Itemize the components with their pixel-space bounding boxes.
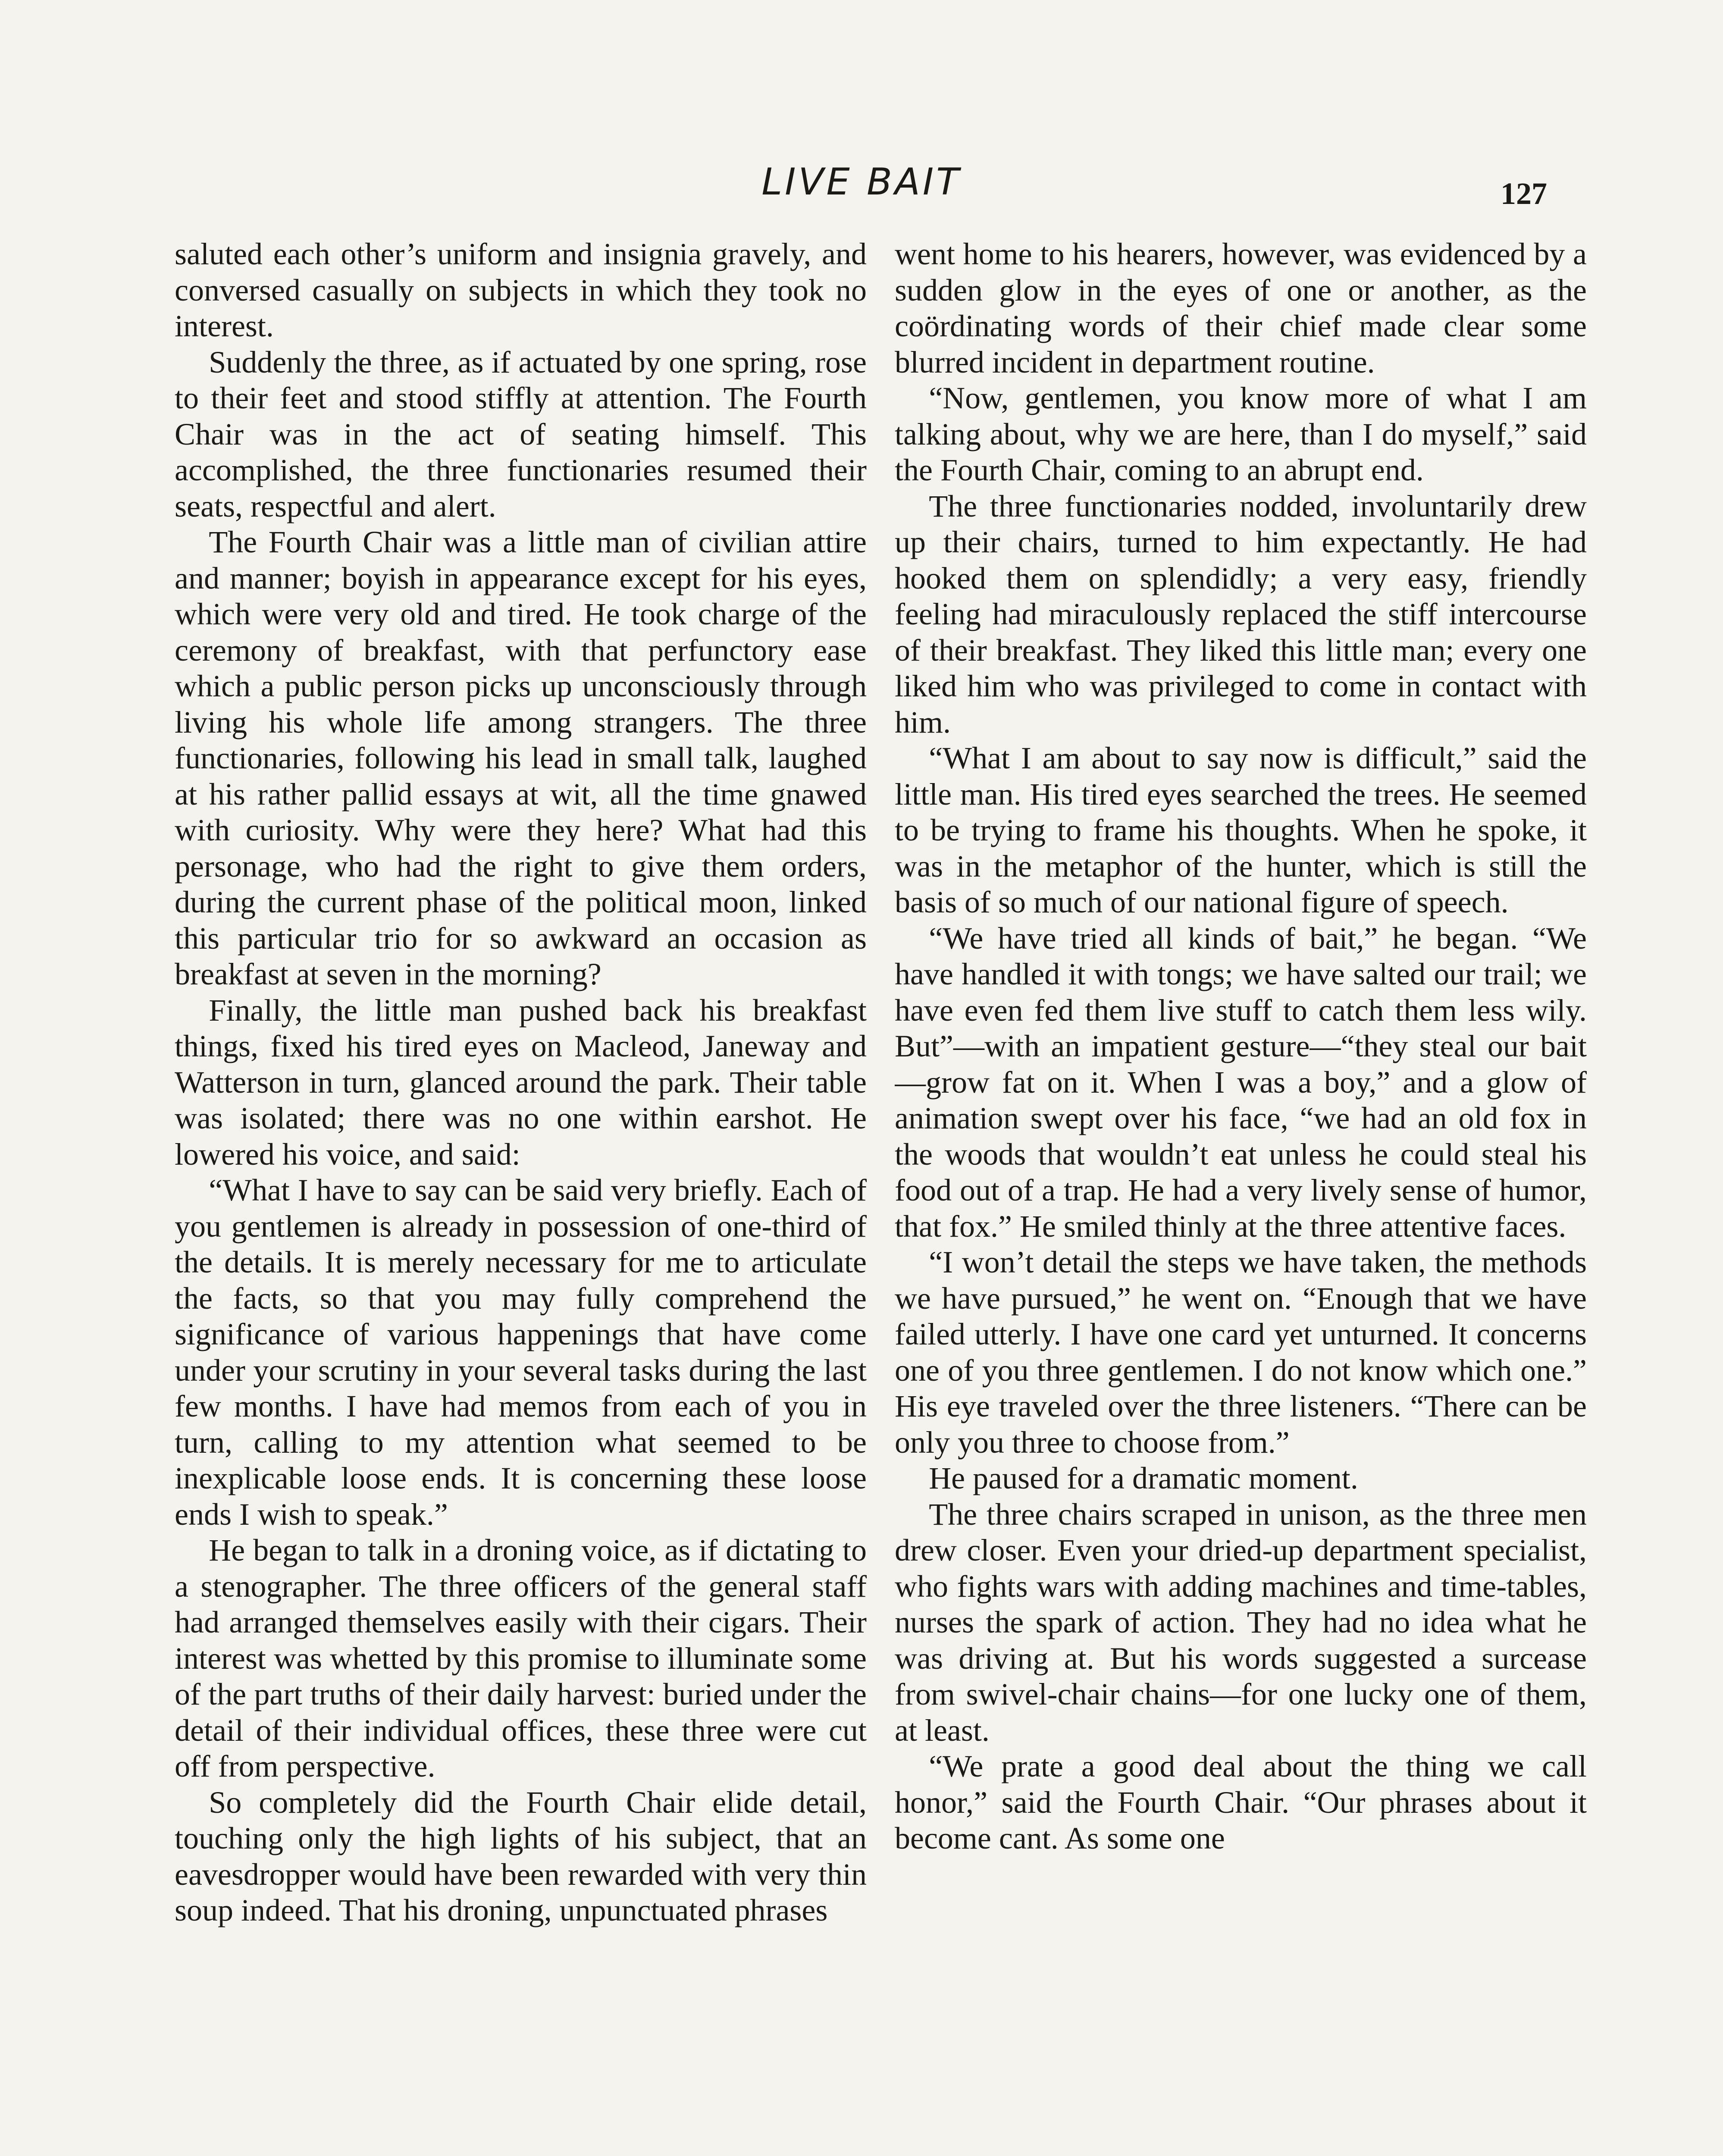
paragraph: So completely did the Fourth Chair elide detail, touching only the high lights of his subject, that an eavesdropper would have been rewarded with very thin soup indeed. That his droning, unpunctuated phrases xyxy=(175,1785,867,1927)
paragraph: Suddenly the three, as if actuated by one spring, rose to their feet and stood stiffly at attention. The Fourth Chair was in the act of seating himself. This accomplished, the three functionaries resumed their seats, respectful and alert. xyxy=(175,345,867,523)
paragraph: went home to his hearers, however, was evidenced by a sudden glow in the eyes of one or another, as the coördinating words of their chief made clear some blurred incident in department routine. xyxy=(895,237,1587,379)
paragraph: The three functionaries nodded, involuntarily drew up their chairs, turned to him expectantly. He had hooked them on splendidly; a very easy, friendly feeling had miraculously replaced the stiff intercourse of their breakfast. They liked this little man; every one liked him who was privileged to come in contact with him. xyxy=(895,489,1587,740)
paragraph: Finally, the little man pushed back his breakfast things, fixed his tired eyes on Macleod, Janeway and Watterson in turn, glanced around the park. Their table was isolated; there was no one within earshot. He lowered his voice, and said: xyxy=(175,993,867,1172)
page-number: 127 xyxy=(1501,176,1547,211)
paragraph: “We have tried all kinds of bait,” he began. “We have handled it with tongs; we have salted our trail; we have even fed them live stuff to catch them less wily. But”—with an impatient gesture—“they steal our bait—grow fat on it. When I was a boy,” and a glow of animation swept over his face, “we had an old fox in the woods that wouldn’t eat unless he could steal his food out of a trap. He had a very lively sense of humor, that fox.” He smiled thinly at the three attentive faces. xyxy=(895,921,1587,1244)
paragraph: He paused for a dramatic moment. xyxy=(929,1461,1358,1495)
paragraph: The three chairs scraped in unison, as the three men drew closer. Even your dried-up department specialist, who fights wars with adding machines and time-tables, nurses the spark of action. They had no idea what he was driving at. But his words suggested a surcease from swivel-chair chains—for one lucky one of them, at least. xyxy=(895,1497,1587,1748)
paragraph: “We prate a good deal about the thing we call honor,” said the Fourth Chair. “Our phrases about it become cant. As some one xyxy=(895,1749,1587,1855)
paragraph: “Now, gentlemen, you know more of what I am talking about, why we are here, than I do myself,” said the Fourth Chair, coming to an abrupt end. xyxy=(895,381,1587,487)
paragraph: The Fourth Chair was a little man of civilian attire and manner; boyish in appearance except for his eyes, which were very old and tired. He took charge of the ceremony of breakfast, with that perfunctory ease which a public person picks up unconsciously through living his whole life among strangers. The three functionaries, following his lead in small talk, laughed at his rather pallid essays at wit, all the time gnawed with curiosity. Why were they here? What had this personage, who had the right to give them orders, during the current phase of the political moon, linked this particular trio for so awkward an occasion as breakfast at seven in the morning? xyxy=(175,525,867,991)
paragraph: “I won’t detail the steps we have taken, the methods we have pursued,” he went on. “Enough that we have failed utterly. I have one card yet unturned. It concerns one of you three gentlemen. I do not know which one.” His eye traveled over the three listeners. “There can be only you three to choose from.” xyxy=(895,1245,1587,1460)
paragraph: “What I have to say can be said very briefly. Each of you gentlemen is already in possession of one-third of the details. It is merely necessary for me to articulate the facts, so that you may fully comprehend the significance of various happenings that have come under your scrutiny in your several tasks during the last few months. I have had memos from each of you in turn, calling to my attention what seemed to be inexplicable loose ends. It is concerning these loose ends I wish to speak.” xyxy=(175,1173,867,1532)
paragraph: “What I am about to say now is difficult,” said the little man. His tired eyes searched the trees. He seemed to be trying to frame his thoughts. When he spoke, it was in the metaphor of the hunter, which is still the basis of so much of our national figure of speech. xyxy=(895,741,1587,919)
running-title: LIVE BAIT xyxy=(761,160,962,204)
right-text-column xyxy=(895,236,1587,2156)
paragraph: He began to talk in a droning voice, as if dictating to a stenographer. The three officers of the general staff had arranged themselves easily with their cigars. Their interest was whetted by this promise to illuminate some of the part truths of their daily harvest: buried under the detail of their individual offices, these three were cut off from perspective. xyxy=(175,1533,867,1783)
left-text-column xyxy=(175,236,867,2156)
paragraph: saluted each other’s uniform and insignia gravely, and conversed casually on subjects in which they took no interest. xyxy=(175,237,867,343)
